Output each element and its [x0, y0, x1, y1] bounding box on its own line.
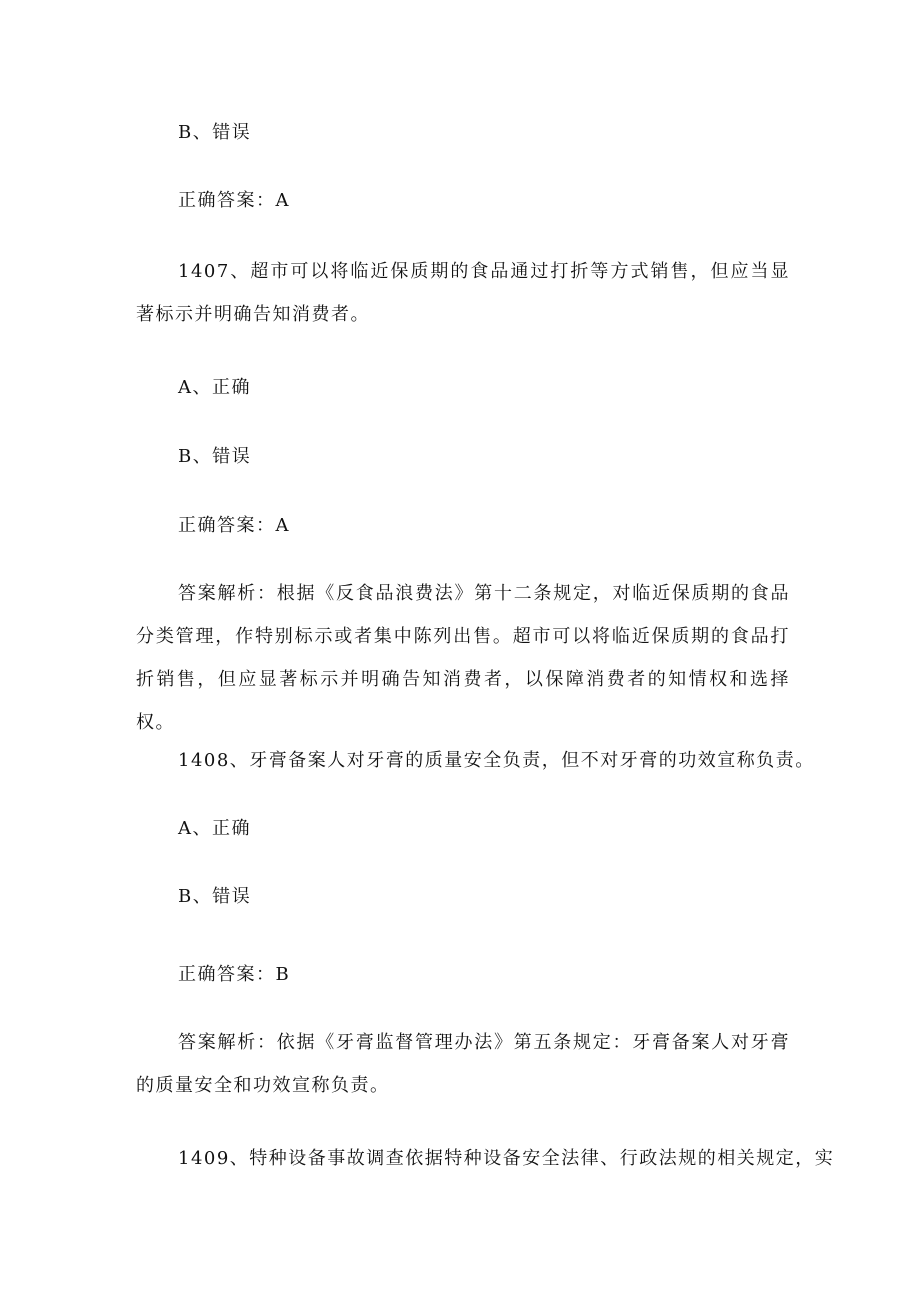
q1408-question: 1408、牙膏备案人对牙膏的质量安全负责，但不对牙膏的功效宣称负责。: [178, 750, 815, 771]
q1409-question: 1409、特种设备事故调查依据特种设备安全法律、行政法规的相关规定，实: [178, 1148, 835, 1169]
q1407-option-b: B、错误: [178, 446, 252, 467]
q1407-answer: 正确答案：A: [178, 515, 290, 536]
q1406-option-b: B、错误: [178, 122, 252, 143]
q1407-explanation: 答案解析：根据《反食品浪费法》第十二条规定，对临近保质期的食品分类管理，作特别标示或者集中陈列出售。超市可以将临近保质期的食品打折销售，但应显著标示并明确告知消费者，以保障消费者的知情权和选择权。: [136, 583, 790, 733]
q1408-explanation: 答案解析：依据《牙膏监督管理办法》第五条规定：牙膏备案人对牙膏的质量安全和功效宣称负责。: [136, 1032, 790, 1096]
q1408-option-b: B、错误: [178, 886, 252, 907]
q1407-question: 1407、超市可以将临近保质期的食品通过打折等方式销售，但应当显著标示并明确告知消费者。: [136, 261, 790, 325]
q1406-answer: 正确答案：A: [178, 190, 290, 211]
q1408-answer: 正确答案：B: [178, 964, 291, 985]
q1408-option-a: A、正确: [178, 818, 251, 839]
q1407-option-a: A、正确: [178, 377, 251, 398]
